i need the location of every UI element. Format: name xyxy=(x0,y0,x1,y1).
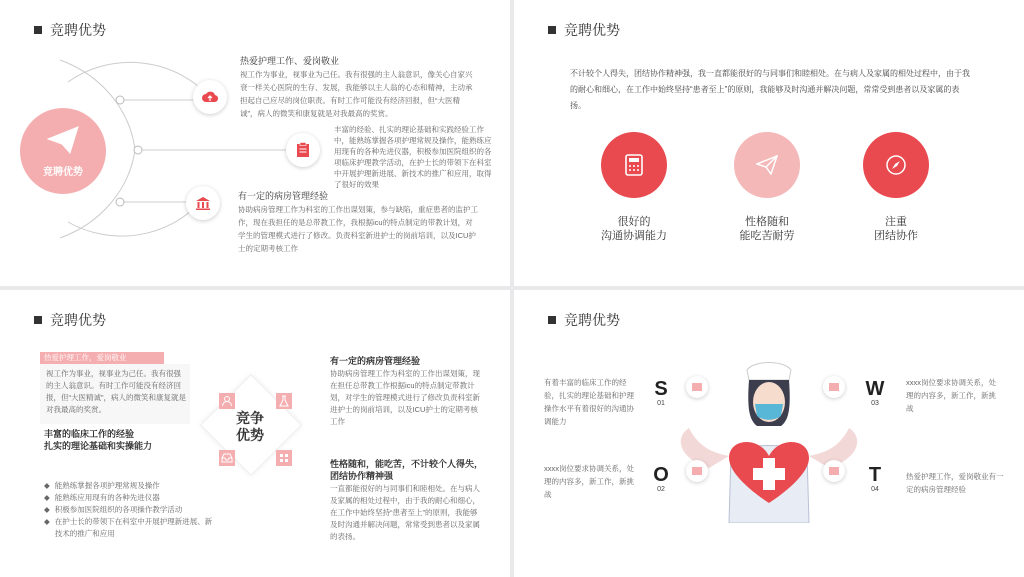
tag-text: 视工作为事业，视事业为己任。我有很强的主人翁意识。有时工作可能没有经济回报，但“大医精诚”，病人的微笑和康复就是对我最高的奖赏。 xyxy=(46,369,186,414)
mail-icon-t xyxy=(823,460,845,482)
list-item: ◆ 能熟练应用现有的各种先进仪器 xyxy=(44,493,160,502)
panel-title: 竞聘优势 xyxy=(548,310,620,330)
intro-paragraph: 不计较个人得失，团结协作精神强，我一直都能很好的与同事们和睦相处。在与病人及家属的相处过程中，由于我的耐心和细心，在工作中始终坚持“患者至上”的原则，我能够及时沟通并解决问题，常常受到患者以及家属的表扬。 xyxy=(570,69,970,110)
paper-plane-icon xyxy=(46,125,80,155)
flask-icon xyxy=(276,393,292,409)
feature-label-1: 很好的 沟通协调能力 xyxy=(601,216,667,242)
panel-title: 竞聘优势 xyxy=(34,20,106,40)
calculator-icon xyxy=(625,154,643,176)
t-text: 热爱护理工作，爱岗敬业有一定的病房管理经验 xyxy=(906,472,1004,494)
cloud-upload-icon xyxy=(202,90,218,104)
bank-icon xyxy=(195,196,211,210)
clipboard-icon xyxy=(296,142,310,158)
item-icon-3 xyxy=(186,186,220,220)
swot-w: W 03 xyxy=(865,378,885,407)
slide-panel-1 xyxy=(0,0,510,286)
grid-icon xyxy=(276,450,292,466)
list-item: ◆ 在护士长的带领下在科室中开展护理新进展、新技术的推广和应用 xyxy=(44,517,213,538)
inbox-icon xyxy=(219,450,235,466)
center-circle xyxy=(20,108,106,194)
paper-plane-icon xyxy=(756,155,778,175)
feature-circle-2 xyxy=(734,132,800,198)
list-item: ◆ 能熟练掌握各项护理常规及操作 xyxy=(44,481,160,490)
swot-s: S 01 xyxy=(654,378,668,407)
slide-panel-2 xyxy=(514,0,1024,286)
item-title-3: 有一定的病房管理经验 xyxy=(238,191,329,201)
center-label: 竞聘优势 xyxy=(43,166,83,178)
bl-bullets xyxy=(44,480,214,540)
s-text: 有着丰富的临床工作的经验，扎实的理论基础和护理操作水平有着很好的沟通协调能力 xyxy=(544,378,634,426)
br-title: 性格随和，能吃苦，不计较个人得失， 团结协作精神强 xyxy=(330,459,484,481)
tr-title: 有一定的病房管理经验 xyxy=(330,356,421,366)
bl-title: 丰富的临床工作的经验 扎实的理论基础和实操能力 xyxy=(44,429,153,451)
mail-icon-w xyxy=(823,376,845,398)
feature-label-2: 性格随和 能吃苦耐劳 xyxy=(739,216,795,242)
br-text: 一直都能很好的与同事们和睦相处。在与病人及家属的相处过程中，由于我的耐心和细心，在工作中始终坚持“患者至上”的原则，我能够及时沟通并解决问题，常常受到患者以及家属的表扬。 xyxy=(330,484,480,541)
feature-label-3: 注重 团结协作 xyxy=(874,216,918,242)
mail-icon-o xyxy=(686,460,708,482)
compass-icon xyxy=(885,154,907,176)
center-diamond-label: 竞争 优势 xyxy=(236,410,264,443)
swot-o: O 02 xyxy=(653,464,669,493)
item-text-3: 协助病房管理工作为科室的工作出谋划策，参与缺陷，重症患者的监护工作，现在我担任的是总带教工作，我根据icu的特点制定的带教计划，对学生的管理模式进行了修改。负责科室新进护士的岗前培训，以及ICU护士的定期考核工作 xyxy=(238,205,478,253)
w-text: xxxx岗位要求协调关系，处理的内容多，新工作，新挑战 xyxy=(906,378,996,413)
o-text: xxxx岗位要求协调关系，处理的内容多，新工作，新挑战 xyxy=(544,464,634,499)
item-text-1: 视工作为事业，视事业为己任。我有很强的主人翁意识，像关心自家兴衰一样关心医院的生存、发展，我能够以主人翁的心态和精神，主动承担起自己应尽的岗位职责。有时工作可能没有经济回报，但“大医精诚”，病人的微笑和康复就是对我最高的奖赏。 xyxy=(240,70,473,118)
feature-circle-1 xyxy=(601,132,667,198)
swot-t: T 04 xyxy=(868,464,882,493)
slide-panel-3 xyxy=(0,290,510,577)
item-icon-1 xyxy=(193,80,227,114)
item-text-2: 丰富的经验、扎实的理论基础和实践经验工作中，能熟练掌握各项护理常规及操作，能熟练应用现有的各种先进仪器，积极参加医院组织的各项临床护理教学活动，在护士长的带领下在科室中开展护理新进展、新技术的推广和应用，取得了很好的效果 xyxy=(334,125,492,189)
item-icon-2 xyxy=(286,133,320,167)
mail-icon-s xyxy=(686,376,708,398)
panel-title: 竞聘优势 xyxy=(34,310,106,330)
panel-title: 竞聘优势 xyxy=(548,20,620,40)
tr-text: 协助病房管理工作为科室的工作出谋划策，现在担任总带教工作根据icu的特点制定带教计划，对学生的管理模式进行了修改负责科室新进护士的岗前培训，以及ICU护士的定期考核工作 xyxy=(330,369,480,426)
feature-circle-3 xyxy=(863,132,929,198)
item-title-1: 热爱护理工作、爱岗敬业 xyxy=(240,56,340,66)
slide-panel-4 xyxy=(514,290,1024,577)
tag-label: 热爱护理工作，爱岗敬业 xyxy=(40,352,164,364)
list-item: ◆ 积极参加医院组织的各项操作教学活动 xyxy=(44,505,183,514)
user-icon xyxy=(219,393,235,409)
